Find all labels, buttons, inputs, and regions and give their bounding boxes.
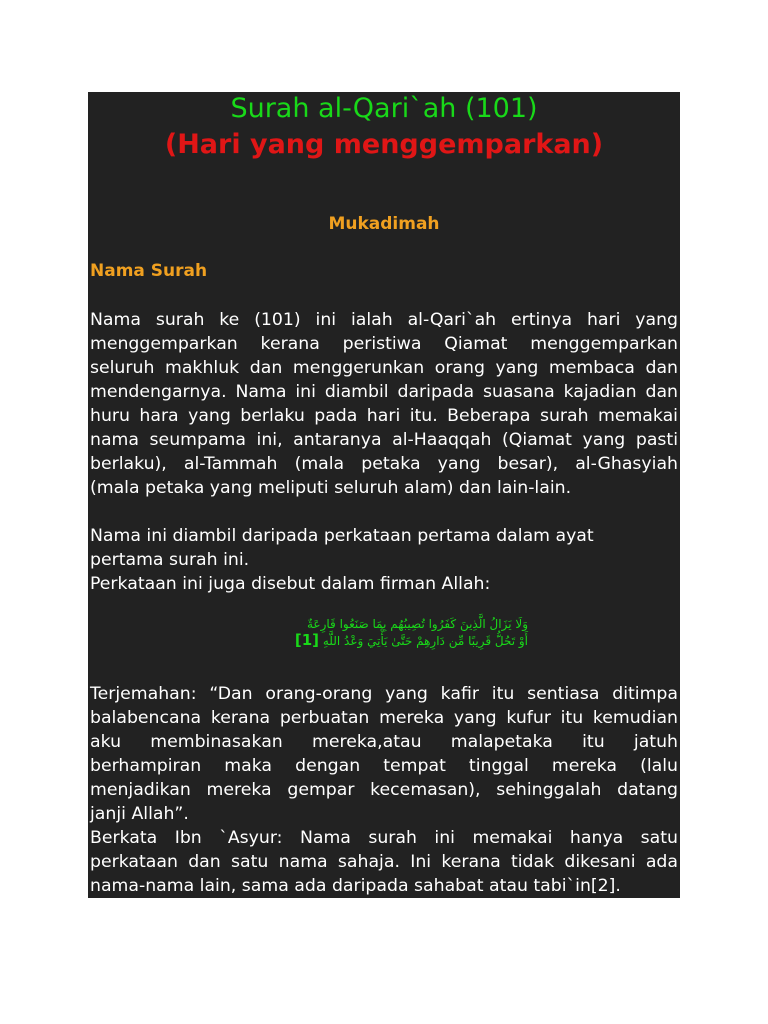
text-line: berlaku), al-Tammah (mala petaka yang besar), al-Ghasyiah [90, 454, 678, 474]
text-line: menjadikan mereka gempar kecemasan), sehinggalah datang [90, 780, 678, 800]
paragraph-origin [90, 524, 678, 596]
text-line: huru hara yang berlaku pada hari itu. Beberapa surah memakai [90, 406, 678, 426]
text-line: berhampiran maka dengan tempat tinggal mereka (lalu [90, 756, 678, 776]
text-line: seluruh makhluk dan menggerunkan orang yang membaca dan [90, 358, 678, 378]
subsection-heading: Nama Surah [90, 261, 208, 281]
text-line: (mala petaka yang meliputi seluruh alam) dan lain-lain. [90, 478, 572, 498]
text-line: nama seumpama ini, antaranya al-Haaqqah (Qiamat yang pasti [90, 430, 678, 450]
page-subtitle: (Hari yang menggemparkan) [164, 129, 604, 160]
text-line: Nama ini diambil daripada perkataan pertama dalam ayat [90, 526, 594, 546]
verse-text: أَوْ تَحُلُّ قَرِيبًا مِّن دَارِهِمْ حَتَّىٰ يَأْتِيَ وَعْدُ اللَّهِ [322, 634, 528, 648]
text-line: Perkataan ini juga disebut dalam firman Allah: [90, 574, 491, 594]
text-line: perkataan dan satu nama sahaja. Ini kerana tidak dikesani ada [90, 852, 678, 872]
text-line: balabencana kerana perbuatan mereka yang kufur itu kemudian [90, 708, 678, 728]
text-line: nama-nama lain, sama ada daripada sahabat atau tabi`in[2]. [90, 876, 621, 896]
quran-verse [238, 616, 528, 649]
footnote-link-1[interactable]: [1] [294, 631, 319, 649]
text-line: janji Allah”. [90, 804, 189, 824]
paragraph-translation [90, 682, 678, 898]
text-line: aku membinasakan mereka,atau malapetaka itu jatuh [90, 732, 678, 752]
text-line: Terjemahan: “Dan orang-orang yang kafir itu sentiasa ditimpa [90, 684, 678, 704]
text-line: pertama surah ini. [90, 550, 250, 570]
section-heading: Mukadimah [328, 214, 440, 234]
document-page [88, 92, 680, 898]
paragraph-nama-surah [90, 308, 678, 500]
page-title: Surah al-Qari`ah (101) [230, 93, 538, 124]
text-line: Berkata Ibn `Asyur: Nama surah ini memakai hanya satu [90, 828, 678, 848]
text-line: Nama surah ke (101) ini ialah al-Qari`ah ertinya hari yang [90, 310, 678, 330]
text-line: menggemparkan kerana peristiwa Qiamat menggemparkan [90, 334, 678, 354]
verse-line: وَلَا يَزَالُ الَّذِينَ كَفَرُوا تُصِيبُهُم بِمَا صَنَعُوا قَارِعَةٌ [306, 617, 528, 631]
verse-line-2 [238, 632, 528, 649]
text-line: mendengarnya. Nama ini diambil daripada suasana kajadian dan [90, 382, 678, 402]
